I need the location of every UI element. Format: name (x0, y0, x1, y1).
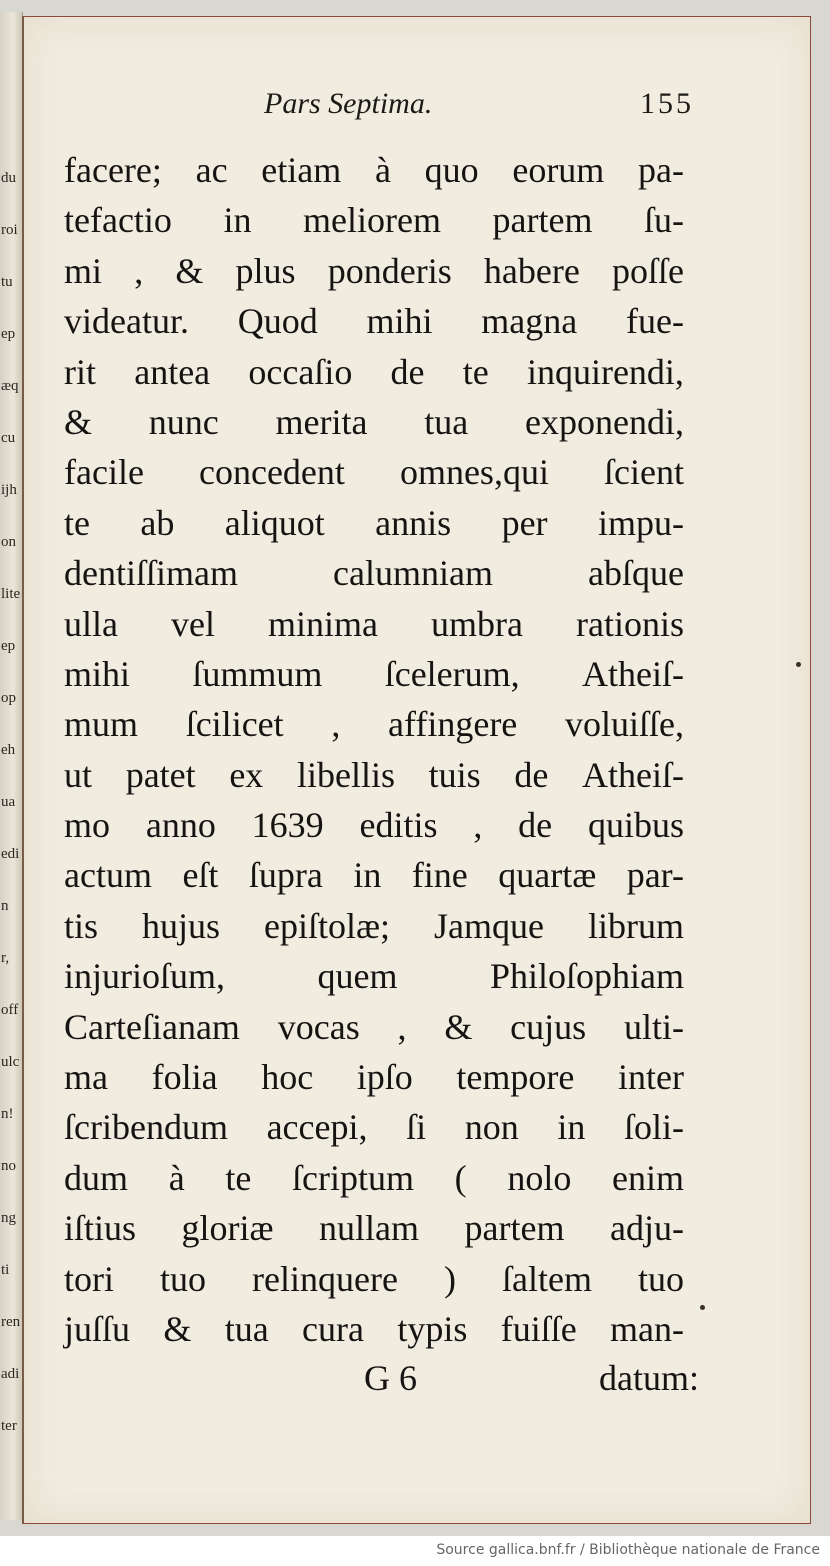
previous-page-fragment: adi (1, 1366, 20, 1382)
previous-page-fragment: æq (1, 378, 19, 394)
word: ( (454, 1157, 467, 1198)
previous-page-fragment: ter (1, 1418, 17, 1434)
previous-page-fragment: ti (1, 1262, 10, 1278)
word: , (134, 250, 144, 291)
word: occaſio (248, 351, 353, 392)
catchword: datum: (599, 1358, 699, 1398)
word: ſcriptum (292, 1157, 414, 1198)
previous-page-fragments (0, 152, 20, 1452)
word: gloriæ (181, 1208, 274, 1249)
word: mi (64, 250, 103, 291)
word: quem (317, 956, 398, 997)
word: merita (275, 401, 368, 442)
text-line (64, 195, 684, 245)
previous-page-fragment: ng (1, 1210, 16, 1226)
word: & (175, 250, 204, 291)
word: te (64, 502, 90, 543)
running-head (264, 87, 694, 127)
word: 1639 (251, 805, 324, 846)
previous-page-fragment: ulc (1, 1054, 20, 1070)
word: enim (612, 1157, 684, 1198)
previous-page-fragment: ep (1, 326, 16, 342)
word: eorum (512, 150, 605, 190)
word: mihi (64, 653, 131, 694)
word: umbra (431, 603, 523, 644)
word: dum (64, 1157, 129, 1198)
word: Carteſianam (64, 1006, 240, 1047)
word: poſſe (612, 250, 684, 291)
previous-page-fragment: lite (1, 586, 20, 602)
text-line (64, 1254, 684, 1304)
word: tis (64, 905, 99, 946)
word: annis (375, 502, 452, 543)
word: pa- (638, 150, 684, 190)
word: tuo (160, 1258, 207, 1299)
word: minima (268, 603, 378, 644)
page-number: 155 (640, 87, 694, 120)
word: magna (481, 301, 578, 342)
signature-mark: G 6 (364, 1358, 417, 1398)
word: abſque (588, 553, 684, 594)
previous-page-fragment: du (1, 170, 16, 186)
text-line (64, 951, 684, 1001)
word: ſcilicet (185, 704, 284, 745)
previous-page-fragment: op (1, 690, 16, 706)
running-head-title: Pars Septima. (264, 87, 433, 120)
word: per (501, 502, 548, 543)
previous-page-edge (0, 12, 23, 1520)
text-line (64, 296, 684, 346)
word: cujus (510, 1006, 587, 1047)
word: ) (443, 1258, 456, 1299)
previous-page-fragment: off (1, 1002, 19, 1018)
previous-page-fragment: n (1, 898, 9, 914)
word: nullam (319, 1208, 420, 1249)
previous-page-fragment: r, (1, 950, 10, 966)
text-line (64, 447, 684, 497)
word: injurioſum, (64, 956, 225, 997)
word: cura (302, 1308, 364, 1349)
word: relinquere (252, 1258, 398, 1299)
word: ſu- (643, 200, 684, 241)
word: & (163, 1308, 192, 1349)
catchline (364, 1357, 699, 1407)
word: quibus (587, 805, 684, 846)
word: & (64, 401, 93, 442)
word: , (331, 704, 341, 745)
word: aliquot (224, 502, 325, 543)
word: videatur. (64, 301, 189, 342)
word: hujus (142, 905, 221, 946)
word: Quod (237, 301, 318, 342)
previous-page-fragment: n! (1, 1106, 14, 1122)
word: editis (359, 805, 438, 846)
word: accepi, (266, 1107, 368, 1148)
word: ſupra (248, 855, 323, 896)
word: vocas (277, 1006, 360, 1047)
text-line (64, 246, 684, 296)
word: à (168, 1157, 185, 1198)
text-line (64, 649, 684, 699)
word: de (518, 805, 553, 846)
paper-speck (700, 1305, 705, 1310)
word: tuis (428, 754, 481, 795)
word: inquirendi, (526, 351, 684, 392)
word: actum (64, 855, 152, 896)
previous-page-fragment: on (1, 534, 16, 550)
word: ſaltem (502, 1258, 592, 1299)
word: ut (64, 754, 93, 795)
word: in (223, 200, 252, 241)
word: , (397, 1006, 407, 1047)
previous-page-fragment: ijh (1, 482, 17, 498)
word: etiam (261, 150, 342, 190)
word: Atheiſ- (582, 653, 684, 694)
word: quartæ (498, 855, 597, 896)
word: meliorem (303, 200, 441, 241)
previous-page-fragment: no (1, 1158, 16, 1174)
word: par- (626, 855, 684, 896)
word: mo (64, 805, 111, 846)
word: Jamque (434, 905, 544, 946)
word: , (473, 805, 483, 846)
previous-page-fragment: ep (1, 638, 16, 654)
word: ſcient (604, 452, 684, 493)
source-credit: Source gallica.bnf.fr / Bibliothèque nationale de France (436, 1542, 820, 1558)
word: vel (171, 603, 215, 644)
word: ſcelerum, (384, 653, 520, 694)
previous-page-fragment: ua (1, 794, 16, 810)
word: folia (151, 1057, 218, 1098)
word: ſummum (192, 653, 323, 694)
word: ulla (64, 603, 118, 644)
word: eſt (182, 855, 219, 896)
word: voluiſſe, (564, 704, 684, 745)
word: concedent (198, 452, 345, 493)
text-line (64, 1102, 684, 1152)
word: ulti- (623, 1006, 684, 1047)
word: habere (483, 250, 580, 291)
text-line (64, 1052, 684, 1102)
word: man- (610, 1308, 684, 1349)
word: tuo (637, 1258, 684, 1299)
word: ipſo (356, 1057, 413, 1098)
word: libellis (296, 754, 395, 795)
word: ſcribendum (64, 1107, 228, 1148)
word: nunc (148, 401, 219, 442)
word: typis (397, 1308, 468, 1349)
word: fuiſſe (500, 1308, 577, 1349)
word: ab (140, 502, 175, 543)
word: hoc (261, 1057, 314, 1098)
text-line (64, 750, 684, 800)
word: nolo (507, 1157, 572, 1198)
word: epiſtolæ; (264, 905, 391, 946)
word: ſoli- (623, 1107, 684, 1148)
body-text (64, 145, 684, 1354)
text-line (64, 1203, 684, 1253)
word: tempore (456, 1057, 575, 1098)
word: tefactio (64, 200, 172, 241)
word: tua (424, 401, 469, 442)
word: iſtius (64, 1208, 137, 1249)
word: quo (424, 150, 479, 190)
text-line (64, 1304, 684, 1354)
text-line (64, 1002, 684, 1052)
word: affingere (388, 704, 518, 745)
word: inter (617, 1057, 684, 1098)
previous-page-fragment: cu (1, 430, 16, 446)
text-line (64, 599, 684, 649)
word: Atheiſ- (582, 754, 684, 795)
text-line (64, 901, 684, 951)
word: de (514, 754, 549, 795)
word: in (557, 1107, 586, 1148)
word: ſi (406, 1107, 427, 1148)
word: in (353, 855, 382, 896)
text-line (64, 850, 684, 900)
word: adju- (609, 1208, 684, 1249)
word: patet (125, 754, 196, 795)
word: ex (229, 754, 264, 795)
word: ac (195, 150, 228, 190)
word: fue- (626, 301, 684, 342)
word: mihi (366, 301, 433, 342)
word: rationis (576, 603, 684, 644)
word: juſſu (64, 1308, 131, 1349)
word: dentiſſimam (64, 553, 238, 594)
word: partem (492, 200, 593, 241)
word: plus (235, 250, 296, 291)
word: librum (588, 905, 684, 946)
previous-page-fragment: eh (1, 742, 16, 758)
word: fine (411, 855, 468, 896)
word: exponendi, (525, 401, 684, 442)
text-line (64, 1153, 684, 1203)
text-line (64, 699, 684, 749)
word: rit (64, 351, 96, 392)
previous-page-fragment: roi (1, 222, 18, 238)
book-page (22, 16, 811, 1524)
word: à (374, 150, 391, 190)
word: & (444, 1006, 473, 1047)
word: partem (464, 1208, 565, 1249)
word: tua (224, 1308, 269, 1349)
word: Philoſophiam (489, 956, 684, 997)
word: anno (145, 805, 216, 846)
text-line (64, 800, 684, 850)
word: de (390, 351, 425, 392)
word: ma (64, 1057, 108, 1098)
word: te (462, 351, 489, 392)
paper-speck (796, 662, 801, 667)
text-line (64, 397, 684, 447)
previous-page-fragment: tu (1, 274, 13, 290)
word: omnes,qui (399, 452, 549, 493)
word: te (225, 1157, 252, 1198)
text-line (64, 548, 684, 598)
previous-page-fragment: ren (1, 1314, 20, 1330)
word: ponderis (327, 250, 452, 291)
word: facere; (64, 150, 162, 190)
previous-page-fragment: edi (1, 846, 20, 862)
word: tori (64, 1258, 114, 1299)
word: non (464, 1107, 519, 1148)
footer-bar (0, 1536, 830, 1566)
word: calumniam (333, 553, 493, 594)
text-line (64, 347, 684, 397)
word: facile (64, 452, 144, 493)
text-line (64, 145, 684, 195)
word: impu- (597, 502, 684, 543)
word: antea (134, 351, 211, 392)
word: mum (64, 704, 139, 745)
text-line (64, 498, 684, 548)
